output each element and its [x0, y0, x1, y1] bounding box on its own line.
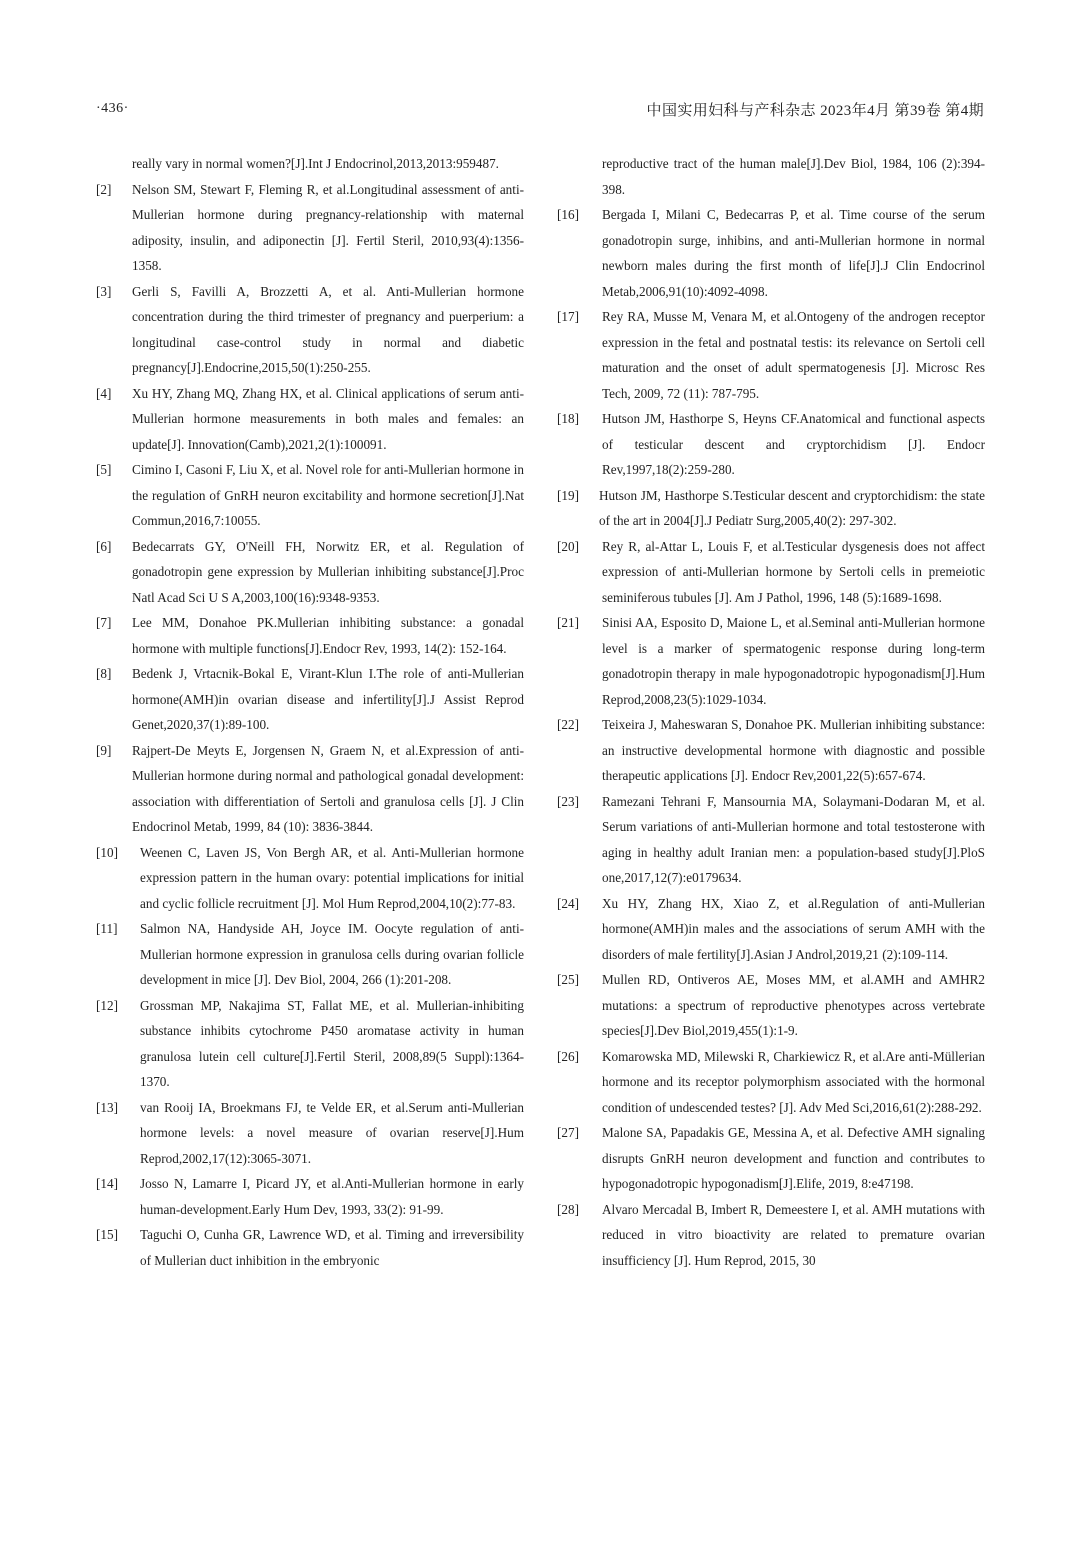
- reference-entry: [557, 304, 985, 406]
- reference-number: [20]: [557, 538, 579, 554]
- reference-entry: [557, 891, 985, 968]
- running-header: [0, 99, 1080, 125]
- reference-entry: [96, 610, 524, 661]
- reference-text: Rey RA, Musse M, Venara M, et al.Ontogeny of the androgen receptor expression in the fetal and postnatal testis: its relevance on Sertoli cell maturation and the onset of adult spermatogenesis [J]. Microsc Res Tech, 2009, 72 (11): 787-795.: [602, 309, 985, 401]
- reference-number: [8]: [96, 666, 112, 681]
- reference-entry: [96, 1095, 524, 1172]
- reference-number: [11]: [96, 921, 118, 936]
- reference-number: [23]: [557, 793, 579, 809]
- reference-text: Komarowska MD, Milewski R, Charkiewicz R, et al.Are anti-Müllerian hormone and its receptor polymorphism associated with the hormonal condition of undescended testes? [J]. Adv Med Sci,2016,61(2):288-292.: [602, 1048, 985, 1115]
- reference-text: van Rooij IA, Broekmans FJ, te Velde ER, et al.Serum anti-Mullerian hormone levels: a novel measure of ovarian reserve[J].Hum Reprod,2002,17(12):3065-3071.: [140, 1099, 524, 1166]
- reference-entry: [557, 483, 985, 534]
- reference-entry: [96, 993, 524, 1095]
- reference-entry: [557, 1197, 985, 1274]
- reference-number: [2]: [96, 181, 112, 197]
- reference-entry: [557, 610, 985, 712]
- reference-entry: [96, 381, 524, 458]
- reference-number: [7]: [96, 615, 112, 630]
- reference-number: [9]: [96, 742, 112, 758]
- reference-entry: [557, 151, 985, 202]
- reference-entry: [557, 534, 985, 611]
- reference-number: [28]: [557, 1201, 579, 1217]
- reference-text: Cimino I, Casoni F, Liu X, et al. Novel role for anti-Mullerian hormone in the regulation of GnRH neuron excitability and hormone secretion[J].Nat Commun,2016,7:10055.: [132, 462, 524, 528]
- reference-entry: [96, 840, 524, 917]
- reference-number: [4]: [96, 385, 112, 401]
- reference-number: [27]: [557, 1125, 579, 1140]
- reference-number: [5]: [96, 462, 112, 477]
- reference-text: reproductive tract of the human male[J].Dev Biol, 1984, 106 (2):394-398.: [602, 156, 985, 197]
- reference-entry: [557, 406, 985, 483]
- reference-number: [22]: [557, 717, 579, 732]
- reference-entry: [557, 712, 985, 789]
- reference-entry: [96, 738, 524, 840]
- reference-entry: [557, 967, 985, 1044]
- reference-entry: [96, 457, 524, 534]
- reference-text: Rajpert-De Meyts E, Jorgensen N, Graem N, et al.Expression of anti-Mullerian hormone during normal and pathological gonadal development: association with differentiation of Sertoli and granulosa cells [J]. J Clin Endocrinol Metab, 1999, 84 (10): 3836-3844.: [132, 742, 524, 834]
- reference-entry: [557, 202, 985, 304]
- reference-number: [6]: [96, 538, 112, 554]
- reference-text: Xu HY, Zhang MQ, Zhang HX, et al. Clinical applications of serum anti-Mullerian hormone measurements in both males and females: an update[J]. Innovation(Camb),2021,2(1):100091.: [132, 385, 524, 452]
- reference-text: Hutson JM, Hasthorpe S, Heyns CF.Anatomical and functional aspects of testicular descent and cryptorchidism [J]. Endocr Rev,1997,18(2):259-280.: [602, 411, 985, 477]
- reference-entry: [96, 916, 524, 993]
- reference-text: Weenen C, Laven JS, Von Bergh AR, et al. Anti-Mullerian hormone expression pattern in the human ovary: potential implications for initial and cyclic follicle recruitment [J]. Mol Hum Reprod,2004,10(2):77-83.: [140, 844, 524, 911]
- reference-entry: [96, 279, 524, 381]
- reference-number: [10]: [96, 844, 118, 860]
- reference-text: Bedenk J, Vrtacnik-Bokal E, Virant-Klun I.The role of anti-Mullerian hormone(AMH)in ovarian disease and infertility[J].J Assist Reprod Genet,2020,37(1):89-100.: [132, 666, 524, 732]
- journal-citation: 中国实用妇科与产科杂志 2023年4月 第39卷 第4期: [646, 103, 984, 119]
- reference-text: Lee MM, Donahoe PK.Mullerian inhibiting substance: a gonadal hormone with multiple functions[J].Endocr Rev, 1993, 14(2): 152-164.: [132, 615, 524, 656]
- reference-number: [13]: [96, 1099, 118, 1115]
- reference-text: Taguchi O, Cunha GR, Lawrence WD, et al. Timing and irreversibility of Mullerian duct inhibition in the embryonic: [140, 1227, 524, 1268]
- reference-number: [25]: [557, 972, 579, 987]
- reference-text: Mullen RD, Ontiveros AE, Moses MM, et al.AMH and AMHR2 mutations: a spectrum of reproductive phenotypes across vertebrate species[J].Dev Biol,2019,455(1):1-9.: [602, 972, 985, 1038]
- reference-text: Sinisi AA, Esposito D, Maione L, et al.Seminal anti-Mullerian hormone level is a marker of spermatogenic response during long-term gonadotropin therapy in male hypogonadotropic hypogonadism[J].Hum Reprod,2008,23(5):1029-1034.: [602, 615, 985, 707]
- reference-number: [26]: [557, 1048, 579, 1064]
- page-number: ·436·: [96, 101, 129, 116]
- reference-text: Rey R, al-Attar L, Louis F, et al.Testicular dysgenesis does not affect expression of anti-Mullerian hormone by Sertoli cells in premeiotic seminiferous tubules [J]. Am J Pathol, 1996, 148 (5):1689-1698.: [602, 538, 985, 605]
- reference-entry: [96, 1222, 524, 1273]
- reference-entry: [96, 177, 524, 279]
- reference-text: Gerli S, Favilli A, Brozzetti A, et al. Anti-Mullerian hormone concentration during the third trimester of pregnancy and puerperium: a longitudinal case-control study in normal and diabetic pregnancy[J].Endocrine,2015,50(1):250-255.: [132, 283, 524, 375]
- reference-text: Nelson SM, Stewart F, Fleming R, et al.Longitudinal assessment of anti-Mullerian hormone during pregnancy-relationship with maternal adiposity, insulin, and adiponectin [J]. Fertil Steril, 2010,93(4):1356-1358.: [132, 181, 524, 273]
- reference-text: Salmon NA, Handyside AH, Joyce IM. Oocyte regulation of anti-Mullerian hormone expression in granulosa cells during ovarian follicle development in mice [J]. Dev Biol, 2004, 266 (1):201-208.: [140, 921, 524, 987]
- reference-text: Xu HY, Zhang HX, Xiao Z, et al.Regulation of anti-Mullerian hormone(AMH)in males and the associations of serum AMH with the disorders of male fertility[J].Asian J Androl,2019,21 (2):109-114.: [602, 895, 985, 962]
- reference-number: [16]: [557, 207, 579, 222]
- reference-number: [19]: [557, 487, 579, 503]
- reference-number: [21]: [557, 615, 579, 630]
- reference-column-right: [557, 151, 985, 1273]
- reference-text: Hutson JM, Hasthorpe S.Testicular descent and cryptorchidism: the state of the art in 2004[J].J Pediatr Surg,2005,40(2): 297-302.: [599, 487, 985, 528]
- reference-text: Ramezani Tehrani F, Mansournia MA, Solaymani-Dodaran M, et al. Serum variations of anti-Mullerian hormone and total testosterone with aging in healthy adult Iranian men: a population-based study[J].PloS one,2017,12(7):e0179634.: [602, 793, 985, 885]
- reference-entry: [557, 1120, 985, 1197]
- reference-text: Alvaro Mercadal B, Imbert R, Demeestere I, et al. AMH mutations with reduced in vitro bioactivity are related to premature ovarian insufficiency [J]. Hum Reprod, 2015, 30: [602, 1201, 985, 1268]
- reference-number: [12]: [96, 997, 118, 1013]
- reference-entry: [96, 534, 524, 611]
- reference-text: really vary in normal women?[J].Int J Endocrinol,2013,2013:959487.: [132, 156, 499, 171]
- reference-text: Bergada I, Milani C, Bedecarras P, et al. Time course of the serum gonadotropin surge, inhibins, and anti-Mullerian hormone in normal newborn males during the first month of life[J].J Clin Endocrinol Metab,2006,91(10):4092-4098.: [602, 207, 985, 299]
- reference-entry: [557, 789, 985, 891]
- reference-number: [18]: [557, 411, 579, 426]
- reference-number: [24]: [557, 895, 579, 911]
- reference-entry: [96, 1171, 524, 1222]
- reference-text: Teixeira J, Maheswaran S, Donahoe PK. Mullerian inhibiting substance: an instructive developmental hormone with diagnostic and possible therapeutic applications [J]. Endocr Rev,2001,22(5):657-674.: [602, 717, 985, 783]
- reference-number: [14]: [96, 1176, 118, 1191]
- reference-entry: [96, 661, 524, 738]
- reference-text: Malone SA, Papadakis GE, Messina A, et al. Defective AMH signaling disrupts GnRH neuron development and function and contributes to hypogonadotropic hypogonadism[J].Elife, 2019, 8:e47198.: [602, 1125, 985, 1191]
- reference-text: Grossman MP, Nakajima ST, Fallat ME, et al. Mullerian-inhibiting substance inhibits cytochrome P450 aromatase activity in human granulosa lutein cell culture[J].Fertil Steril, 2008,89(5 Suppl):1364-1370.: [140, 997, 524, 1089]
- reference-number: [17]: [557, 309, 579, 324]
- reference-entry: [96, 151, 524, 177]
- reference-text: Josso N, Lamarre I, Picard JY, et al.Anti-Mullerian hormone in early human-development.Early Hum Dev, 1993, 33(2): 91-99.: [140, 1176, 524, 1217]
- reference-number: [3]: [96, 283, 112, 299]
- reference-entry: [557, 1044, 985, 1121]
- reference-text: Bedecarrats GY, O'Neill FH, Norwitz ER, et al. Regulation of gonadotropin gene expression by Mullerian inhibiting substance[J].Proc Natl Acad Sci U S A,2003,100(16):9348-9353.: [132, 538, 524, 605]
- reference-column-left: [96, 151, 524, 1273]
- reference-number: [15]: [96, 1227, 118, 1242]
